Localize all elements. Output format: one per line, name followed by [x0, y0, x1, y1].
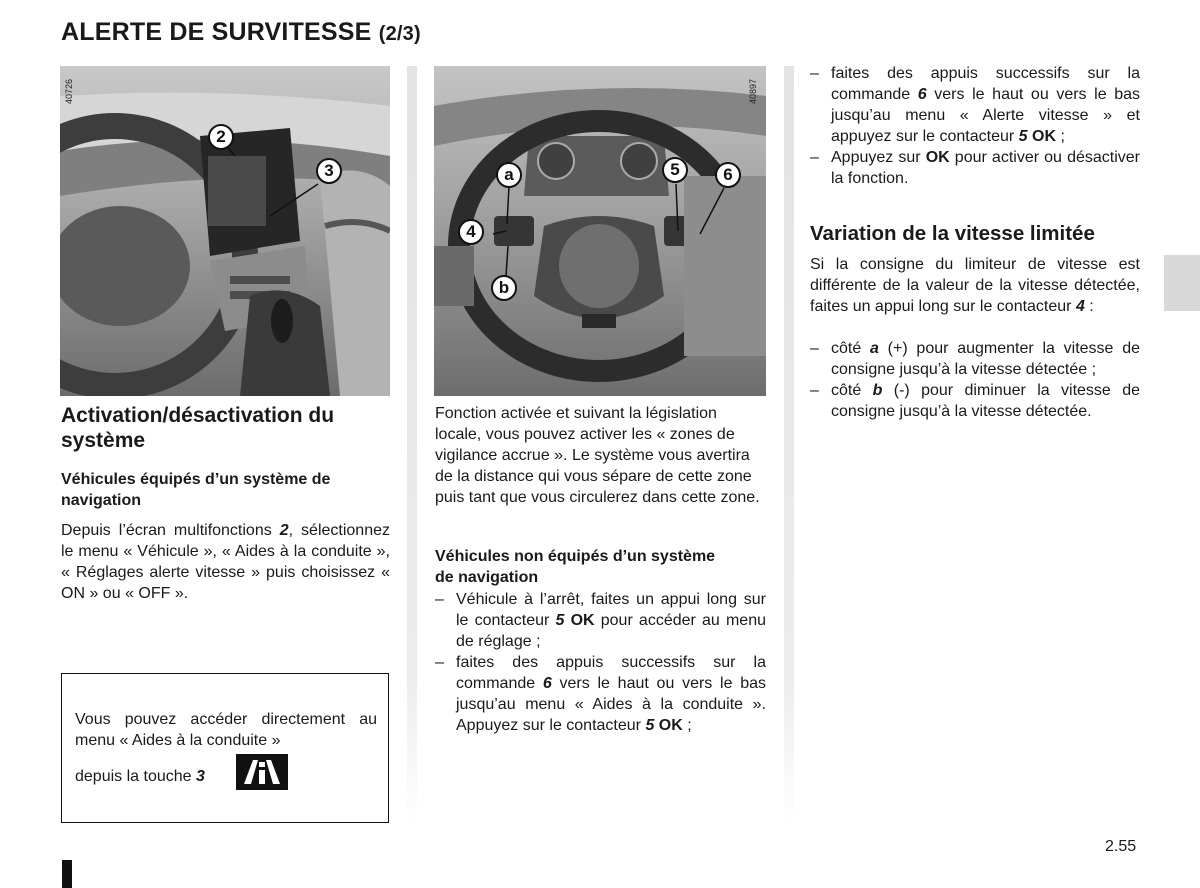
photo-code: 40726	[64, 78, 74, 104]
steering-wheel-photo	[434, 66, 766, 396]
list-item: – Appuyez sur OK pour activer ou désactiver la fonction.	[810, 147, 1140, 189]
list-item: – Véhicule à l’arrêt, faites un appui long sur le contacteur 5 OK pour accéder au menu de réglage ;	[435, 589, 766, 652]
list-steps-no-navigation	[435, 589, 766, 736]
note-text-2: depuis la touche 3	[75, 768, 205, 785]
chapter-thumb-tab	[1164, 255, 1200, 311]
section-heading-activation: Activation/désactivation du système	[61, 404, 335, 452]
callout-b: b	[491, 275, 517, 301]
paragraph-variation: Si la consigne du limiteur de vitesse est différente de la valeur de la vitesse détectée, faites un appui long sur le contacteur 4 :	[810, 256, 1140, 315]
note-text: Vous pouvez accéder directement au menu « Aides à la conduite »	[75, 711, 377, 749]
list-speed-adjust	[810, 338, 1140, 422]
dashboard-illustration	[60, 66, 390, 396]
page-title	[61, 18, 421, 47]
list-item: – faites des appuis successifs sur la commande 6 vers le haut ou vers le bas jusqu’au menu « Aides à la conduite ». Appuyez sur le contacteur 5 OK ;	[435, 652, 766, 736]
callout-3: 3	[316, 158, 342, 184]
corner-mark	[62, 860, 72, 888]
list-item: – faites des appuis successifs sur la commande 6 vers le haut ou vers le bas jusqu’au menu « Alerte vitesse » et appuyez sur le contacteur 5 OK ;	[810, 63, 1140, 147]
title-main: ALERTE DE SURVITESSE	[61, 18, 372, 46]
photo-code: 40897	[748, 78, 758, 104]
column-divider-left	[407, 66, 417, 826]
paragraph-activation: Depuis l’écran multifonctions 2, sélectionnez le menu « Véhicule », « Aides à la conduite », « Réglages alerte vitesse » puis choisissez « ON » ou « OFF ».	[61, 522, 390, 602]
callout-4: 4	[458, 219, 484, 245]
note-box	[61, 673, 389, 823]
dashboard-photo	[60, 66, 390, 396]
callout-a: a	[496, 162, 522, 188]
section-heading-variation: Variation de la vitesse limitée	[810, 222, 1095, 245]
title-part-indicator: (2/3)	[378, 23, 421, 45]
list-item: – côté a (+) pour augmenter la vitesse de consigne jusqu’à la vitesse détectée ;	[810, 338, 1140, 380]
subheading-navigation: Véhicules équipés d’un système de navigation	[61, 471, 331, 509]
list-item: – côté b (-) pour diminuer la vitesse de consigne jusqu’à la vitesse détectée.	[810, 380, 1140, 422]
paragraph-vigilance-zones: Fonction activée et suivant la législation locale, vous pouvez activer les « zones de vigilance accrue ». Le système vous avertira de la distance qui vous sépare de cette zone puis tant que vous circulerez dans cette zone.	[435, 405, 760, 506]
callout-6: 6	[715, 162, 741, 188]
driving-aids-button-icon	[236, 754, 288, 790]
page-number: 2.55	[1105, 838, 1137, 855]
callout-5: 5	[662, 157, 688, 183]
column-divider-right	[784, 66, 794, 826]
list-steps-continued	[810, 63, 1140, 189]
subheading-no-navigation: Véhicules non équipés d’un système de navigation	[435, 548, 716, 586]
callout-2: 2	[208, 124, 234, 150]
